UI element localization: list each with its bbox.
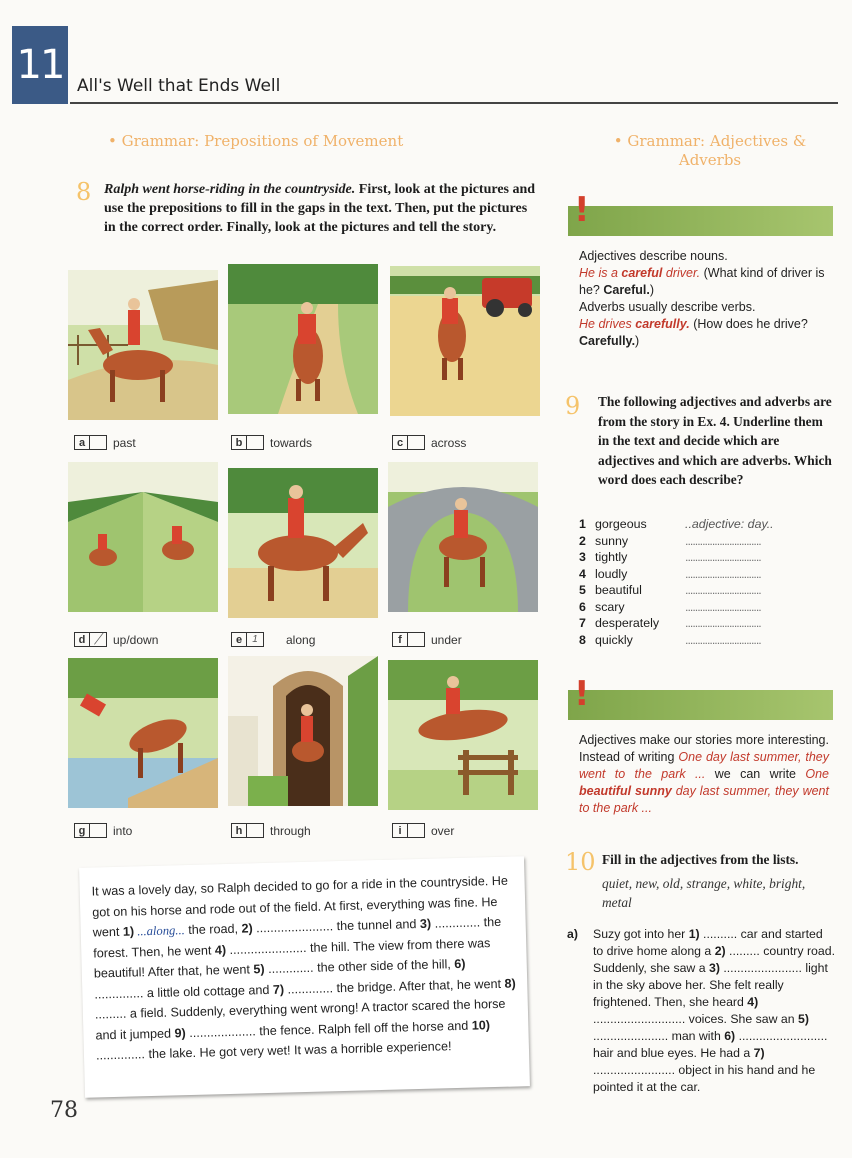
picture-i [388, 660, 538, 810]
gap-9-blank[interactable]: ................... [185, 1023, 256, 1040]
grammar-note-2 [579, 732, 829, 817]
note-1-paren: ) [649, 283, 655, 297]
label-b-letter: b [231, 435, 247, 450]
exercise-9-number: 9 [565, 392, 581, 420]
label-h [231, 823, 311, 838]
exclamation-icon: ! [574, 190, 590, 230]
exercise-8-instructions [104, 180, 542, 237]
label-b [231, 435, 312, 450]
label-b-order-box[interactable] [247, 435, 264, 450]
ex10-gap-1-number: 1) [688, 927, 700, 941]
picture-f [388, 462, 538, 612]
story-text: the lake. He got very wet! It was a horrible experience! [144, 1039, 452, 1062]
gap-2-blank[interactable]: ...................... [252, 919, 334, 936]
label-c [392, 435, 466, 450]
label-c-word: across [431, 435, 467, 450]
note-1-line: Adverbs usually describe verbs. [579, 300, 756, 314]
story-text: the other side of the hill, [313, 957, 455, 975]
page-number: 78 [50, 1098, 78, 1123]
ex10-gap-2-number: 2) [714, 944, 726, 958]
ex10-gap-7-blank[interactable]: ........................ [593, 1063, 675, 1077]
label-d-letter: d [74, 632, 90, 647]
picture-e [228, 468, 378, 618]
ex10-text: voices. She saw an [685, 1012, 799, 1026]
label-c-letter: c [392, 435, 408, 450]
note-1-example-bold: carefully. [635, 317, 690, 331]
gap-1-answer: ...along... [133, 923, 185, 939]
note-1-question: (How does he drive? [689, 317, 808, 331]
ex10-text: hair and blue eyes. He had a [593, 1046, 754, 1060]
item-number: 4 [579, 566, 586, 581]
label-g-letter: g [74, 823, 90, 838]
label-g [74, 823, 132, 838]
list-item [579, 599, 809, 616]
exercise-8-number: 8 [76, 178, 92, 206]
item-word: scary [595, 599, 625, 614]
note-1-answer: Carefully. [579, 334, 636, 348]
ex10-text: country road. Suddenly, she saw a [593, 944, 835, 975]
ex10-gap-1-blank[interactable]: .......... [699, 927, 738, 941]
item-blank[interactable]: ............................... [685, 599, 761, 614]
note-1-example-bold: careful [621, 266, 663, 280]
item-number: 7 [579, 616, 586, 630]
gap-1-number: 1) [122, 924, 135, 939]
story-text: the bridge. After that, he went [332, 976, 505, 995]
unit-number-badge: 11 [12, 26, 68, 104]
ex10-text: man with [668, 1029, 725, 1043]
picture-b [228, 264, 378, 414]
label-i [392, 823, 454, 838]
note-1-example: He is a [579, 266, 622, 280]
item-blank[interactable]: ............................... [685, 550, 761, 564]
item-number: 2 [579, 533, 586, 548]
label-d [74, 632, 158, 647]
label-a [74, 435, 136, 450]
note-1-example: driver. [662, 266, 701, 280]
ex10-gap-2-blank[interactable]: ......... [725, 944, 760, 958]
exercise-9-list [579, 516, 809, 648]
item-word: tightly [595, 550, 628, 564]
ex10-gap-7-number: 7) [753, 1046, 765, 1060]
gap-8-blank[interactable]: ......... [94, 1006, 127, 1022]
label-f-letter: f [392, 632, 408, 647]
exercise-10-instructions: Fill in the adjectives from the lists. [602, 852, 799, 867]
label-b-word: towards [270, 435, 313, 450]
gap-7-number: 7) [272, 982, 285, 997]
story-text: the hill. The view from there was beautiful! After that, he went [93, 935, 491, 981]
section-heading-line-1: • Grammar: Adjectives & [613, 132, 807, 150]
story-text: the fence. Ralph fell off the horse and [255, 1018, 472, 1038]
story-text: the tunnel and [332, 916, 421, 934]
label-a-order-box[interactable] [90, 435, 107, 450]
item-blank[interactable]: ............................... [685, 632, 761, 647]
item-number: 5 [579, 583, 586, 597]
gap-7-blank[interactable]: ............. [283, 980, 334, 997]
gap-8-number: 8) [504, 975, 516, 991]
ex10-gap-3-blank[interactable]: ....................... [719, 961, 802, 975]
story-text: a little old cottage and [143, 982, 274, 1000]
label-e [231, 632, 315, 647]
gap-2-number: 2) [241, 921, 253, 936]
label-i-order-box[interactable] [408, 823, 425, 838]
header-rule [70, 102, 838, 104]
gap-10-blank[interactable]: .............. [95, 1047, 146, 1063]
gap-4-number: 4) [214, 942, 227, 957]
grammar-note-1 [579, 248, 829, 350]
item-number: 6 [579, 599, 586, 614]
label-i-word: over [431, 823, 455, 838]
label-f-word: under [431, 632, 462, 647]
list-item [579, 582, 809, 599]
list-item [579, 615, 809, 632]
exercise-10-word-list: quiet, new, old, strange, white, bright, metal [602, 876, 806, 910]
ex10-text: object in his hand and he pointed it at the car. [593, 1063, 816, 1094]
label-g-order-box[interactable] [90, 823, 107, 838]
exercise-10-text [567, 926, 835, 1096]
ex10-gap-6-number: 6) [724, 1029, 736, 1043]
grammar-note-banner-2 [568, 690, 833, 720]
section-heading-prepositions: • Grammar: Prepositions of Movement [108, 132, 404, 150]
note-1-line: Adjectives describe nouns. [579, 249, 728, 263]
list-item [579, 533, 809, 550]
ex10-gap-4-blank[interactable]: ........................... [593, 1012, 686, 1026]
label-h-order-box[interactable] [247, 823, 264, 838]
label-h-word: through [270, 823, 311, 838]
item-word: beautiful [595, 583, 642, 597]
note-1-paren: ) [635, 334, 640, 348]
item-word: loudly [595, 566, 628, 581]
exercise-9-instructions: The following adjectives and adverbs are from the story in Ex. 4. Underline them in the text and decide which are adjectives and which are adverbs. Which word does each describe? [598, 394, 832, 487]
section-heading-line-2: Adverbs [678, 151, 742, 169]
exercise-10-number: 10 [565, 848, 596, 876]
note-2-example-bold: beautiful sunny [579, 784, 672, 798]
label-e-order-box[interactable]: 1 [247, 632, 264, 647]
label-i-letter: i [392, 823, 408, 838]
label-e-word: along [286, 632, 316, 647]
ex10-gap-5-blank[interactable]: ...................... [593, 1029, 669, 1043]
label-h-letter: h [231, 823, 247, 838]
gap-4-blank[interactable]: ...................... [225, 940, 307, 957]
ex10-gap-6-blank[interactable]: .......................... [735, 1029, 828, 1043]
gap-6-number: 6) [454, 956, 466, 972]
gap-5-blank[interactable]: ............. [264, 960, 314, 977]
ex10-gap-4-number: 4) [747, 995, 759, 1009]
note-1-example: He drives [579, 317, 636, 331]
ex10-gap-3-number: 3) [708, 961, 720, 975]
item-blank[interactable]: ............................... [685, 566, 761, 581]
gap-3-number: 3) [419, 916, 432, 931]
list-item [579, 516, 809, 533]
exercise-8-instruction-text: First, look at the pictures and use the prepositions to fill in the gaps in the text. Then, put the pictures in the correct order. Finally, look at the pictures and tell the story. [104, 182, 536, 235]
unit-title: All's Well that Ends Well [77, 76, 281, 96]
list-item [579, 549, 809, 566]
gap-5-number: 5) [253, 962, 265, 977]
item-word: quickly [595, 632, 633, 647]
label-g-word: into [113, 823, 133, 838]
note-2-example: day last summer, they went to the park ... [579, 784, 829, 815]
item-blank[interactable]: ............................... [685, 616, 761, 630]
story-text: a field. Suddenly, everything went wrong! A tractor scared the horse and it jumped [95, 996, 506, 1042]
item-number: 3 [579, 550, 586, 564]
exercise-10-item-label: a) [567, 927, 578, 941]
item-blank[interactable]: ............................... [685, 533, 761, 548]
note-1-answer: Careful. [603, 283, 650, 297]
story-text: the forest. Then, he went [93, 914, 502, 961]
story-text-box [79, 856, 530, 1098]
label-a-letter: a [74, 435, 90, 450]
label-c-order-box[interactable] [408, 435, 425, 450]
item-word: desperately [595, 616, 660, 630]
exercise-8-instruction-italic: Ralph went horse-riding in the countryside. [104, 182, 356, 197]
note-2-example: One [805, 767, 829, 781]
label-f-order-box[interactable] [408, 632, 425, 647]
grammar-note-banner-1 [568, 206, 833, 236]
item-answer: ..adjective: day.. [685, 517, 774, 531]
picture-c [390, 266, 540, 416]
gap-6-blank[interactable]: .............. [94, 985, 144, 1002]
note-2-text: we can write [705, 767, 806, 781]
gap-10-number: 10) [471, 1017, 491, 1033]
gap-9-number: 9) [174, 1025, 186, 1040]
note-2-example: One day last summer, they went to the park ... [579, 750, 829, 781]
ex10-gap-5-number: 5) [798, 1012, 809, 1026]
label-e-letter: e [231, 632, 247, 647]
gap-3-blank[interactable]: ............. [430, 915, 481, 931]
ex10-text: Suzy got into her [593, 927, 689, 941]
exclamation-icon: ! [574, 674, 590, 714]
story-text: It was a lovely day, so Ralph decided to go for a ride in the countryside. He got on his horse and rode out of the field. At first, everything was fine. He went [91, 873, 509, 940]
item-word: sunny [595, 533, 629, 548]
label-f [392, 632, 462, 647]
list-item [579, 566, 809, 583]
item-number: 8 [579, 632, 586, 647]
item-number: 1 [579, 517, 586, 531]
section-heading-adjectives-adverbs [600, 132, 820, 170]
item-blank[interactable]: ............................... [685, 583, 761, 597]
picture-h [228, 656, 378, 806]
label-d-order-box[interactable]: ╱ [90, 632, 107, 647]
picture-a [68, 270, 218, 420]
label-d-word: up/down [113, 632, 159, 647]
item-word: gorgeous [595, 517, 647, 531]
label-a-word: past [113, 435, 136, 450]
picture-d [68, 462, 218, 612]
ex10-text: light in the sky above her. She felt really frightened. Then, she heard [593, 961, 828, 1009]
list-item [579, 632, 809, 649]
note-1-question: (What kind of driver is he? [579, 266, 825, 297]
ex10-text: car and started to drive home along a [593, 927, 823, 958]
picture-g [68, 658, 218, 808]
note-2-text: Adjectives make our stories more interesting. Instead of writing [579, 733, 829, 764]
story-text: the road, [184, 921, 242, 938]
